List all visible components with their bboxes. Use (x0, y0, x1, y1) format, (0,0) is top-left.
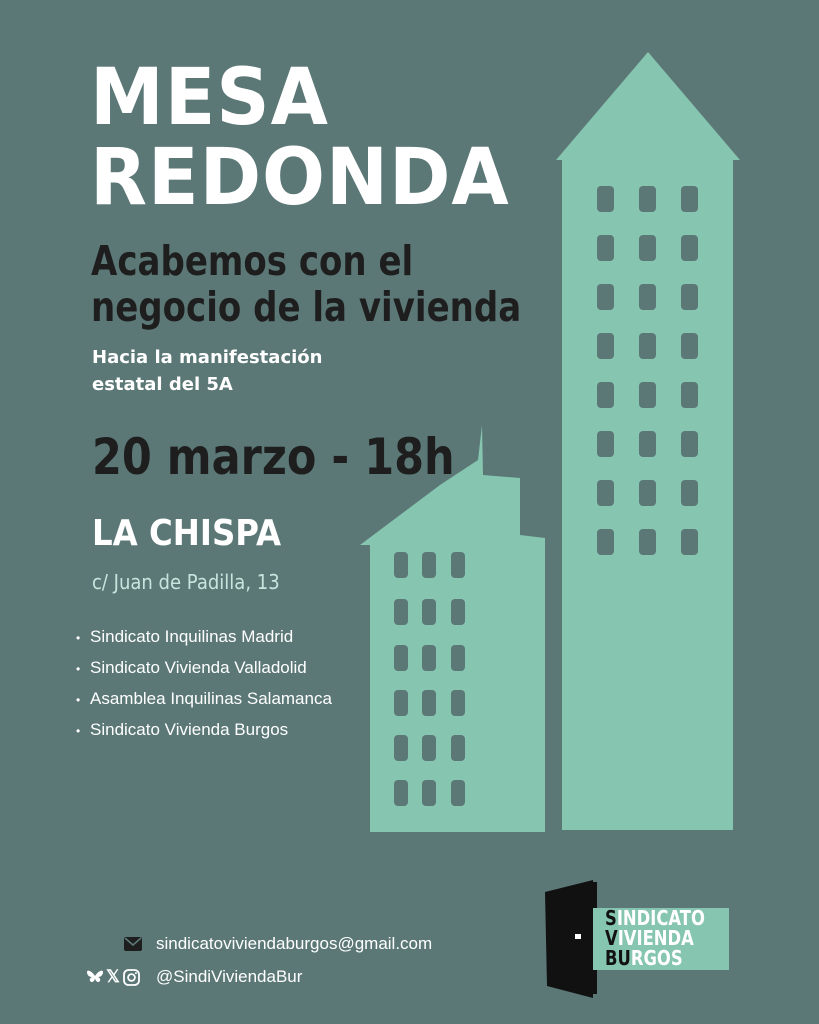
mail-icon (124, 937, 142, 951)
subtitle-line-2: negocio de la vivienda (91, 283, 522, 331)
window (597, 382, 614, 408)
window (422, 690, 436, 716)
list-item: • Asamblea Inquilinas Salamanca (76, 689, 332, 708)
logo-text: SINDICATO VIVIENDA BURGOS (605, 906, 705, 970)
organization-name: Sindicato Inquilinas Madrid (90, 627, 294, 646)
butterfly-icon[interactable] (86, 968, 104, 986)
window (597, 333, 614, 359)
window (639, 333, 656, 359)
contact-email[interactable] (124, 930, 432, 958)
window (597, 480, 614, 506)
window (681, 333, 698, 359)
window (639, 431, 656, 457)
window (451, 599, 465, 625)
organization-name: Sindicato Vivienda Burgos (90, 720, 289, 739)
window (639, 382, 656, 408)
window (422, 645, 436, 671)
sindicato-logo (545, 878, 735, 1000)
window (394, 690, 408, 716)
window (639, 186, 656, 212)
title-line-2: REDONDA (90, 133, 510, 223)
window (394, 780, 408, 806)
x-icon[interactable]: 𝕏 (106, 967, 120, 986)
tall-building (556, 52, 740, 830)
window (597, 186, 614, 212)
window (394, 735, 408, 761)
window (597, 235, 614, 261)
march-note (92, 344, 322, 398)
window (394, 645, 408, 671)
event-datetime: 20 marzo - 18h (92, 428, 455, 486)
window (681, 235, 698, 261)
window (639, 529, 656, 555)
march-line-1: Hacia la manifestación (92, 347, 323, 368)
window (451, 780, 465, 806)
window (422, 552, 436, 578)
social-handle[interactable]: @SindiViviendaBur (156, 967, 303, 986)
window (451, 552, 465, 578)
event-subtitle (91, 238, 521, 330)
window (681, 431, 698, 457)
event-address: c/ Juan de Padilla, 13 (92, 570, 280, 594)
email-address[interactable]: sindicatoviviendaburgos@gmail.com (156, 934, 433, 953)
event-venue: LA CHISPA (92, 513, 282, 554)
window (451, 645, 465, 671)
window (597, 529, 614, 555)
window (394, 552, 408, 578)
window (422, 599, 436, 625)
window (681, 284, 698, 310)
subtitle-line-1: Acabemos con el (91, 237, 414, 285)
window (681, 186, 698, 212)
list-item: • Sindicato Inquilinas Madrid (76, 627, 294, 646)
window (422, 780, 436, 806)
window (639, 235, 656, 261)
window (639, 480, 656, 506)
window (422, 735, 436, 761)
window (597, 284, 614, 310)
list-item: • Sindicato Vivienda Burgos (76, 720, 289, 739)
window (597, 431, 614, 457)
window (681, 382, 698, 408)
title-line-1: MESA (90, 53, 329, 143)
window (451, 735, 465, 761)
window (394, 599, 408, 625)
window (681, 480, 698, 506)
march-line-2: estatal del 5A (92, 374, 233, 395)
instagram-icon[interactable] (122, 968, 140, 986)
organization-name: Asamblea Inquilinas Salamanca (90, 689, 332, 708)
list-item: • Sindicato Vivienda Valladolid (76, 658, 307, 677)
contact-social (86, 963, 302, 991)
window (681, 529, 698, 555)
window (451, 690, 465, 716)
organization-name: Sindicato Vivienda Valladolid (90, 658, 307, 677)
event-title (90, 53, 510, 223)
window (639, 284, 656, 310)
organization-list (76, 622, 332, 746)
